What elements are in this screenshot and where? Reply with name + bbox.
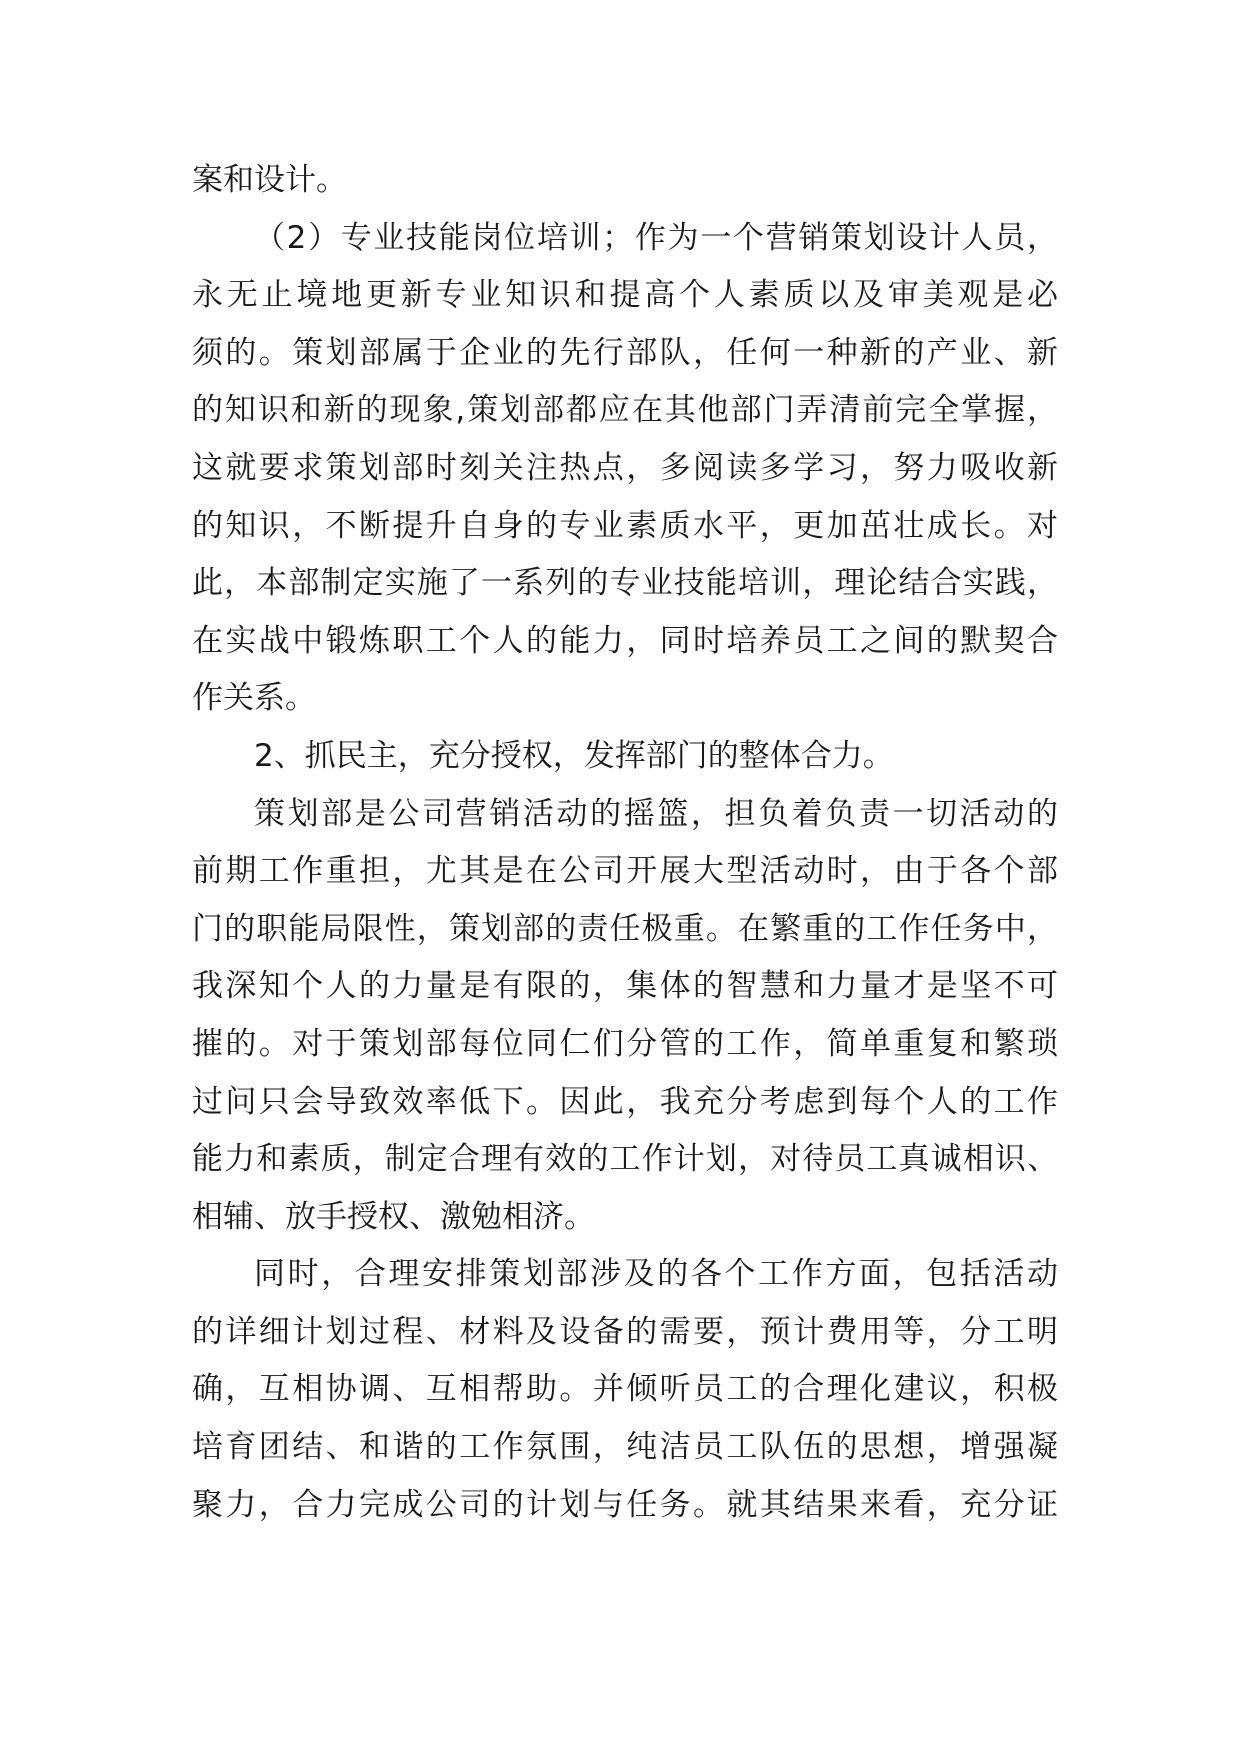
text-line: 摧的。对于策划部每位同仁们分管的工作，简单重复和繁琐 [192,1025,1058,1062]
text-line: 门的职能局限性，策划部的责任极重。在繁重的工作任务中， [192,910,1058,947]
document-body [192,152,1058,1534]
text-line: 的知识，不断提升自身的专业素质水平，更加茁壮成长。对 [192,507,1058,544]
text-line: （2）专业技能岗位培训；作为一个营销策划设计人员， [254,219,1058,256]
text-line: 在实战中锻炼职工个人的能力，同时培养员工之间的默契合 [192,622,1058,659]
text-line: 相辅、放手授权、激勉相济。 [192,1198,595,1235]
text-line: 策划部是公司营销活动的摇篮，担负着负责一切活动的 [254,795,1058,832]
text-line: 同时，合理安排策划部涉及的各个工作方面，包括活动 [254,1256,1058,1293]
text-line: 永无止境地更新专业知识和提高个人素质以及审美观是必 [192,277,1058,314]
text-line: 我深知个人的力量是有限的，集体的智慧和力量才是坚不可 [192,968,1058,1005]
text-line: 培育团结、和谐的工作氛围，纯洁员工队伍的思想，增强凝 [192,1429,1058,1466]
text-line: 前期工作重担，尤其是在公司开展大型活动时，由于各个部 [192,853,1058,890]
text-line: 过问只会导致效率低下。因此，我充分考虑到每个人的工作 [192,1083,1058,1120]
text-line: 案和设计。 [192,162,347,198]
text-line: 此，本部制定实施了一系列的专业技能培训，理论结合实践， [192,565,1058,602]
text-line: 2、抓民主，充分授权，发挥部门的整体合力。 [254,737,894,774]
text-line: 聚力，合力完成公司的计划与任务。就其结果来看，充分证 [192,1486,1058,1523]
text-line: 这就要求策划部时刻关注热点，多阅读多学习，努力吸收新 [192,449,1058,486]
text-line: 作关系。 [192,680,316,717]
text-line: 能力和素质，制定合理有效的工作计划，对待员工真诚相识、 [192,1141,1058,1178]
text-line: 须的。策划部属于企业的先行部队，任何一种新的产业、新 [192,334,1058,371]
text-line: 的详细计划过程、材料及设备的需要，预计费用等，分工明 [192,1313,1058,1350]
text-line: 确，互相协调、互相帮助。并倾听员工的合理化建议，积极 [192,1371,1058,1408]
text-line: 的知识和新的现象,策划部都应在其他部门弄清前完全掌握， [192,392,1058,429]
